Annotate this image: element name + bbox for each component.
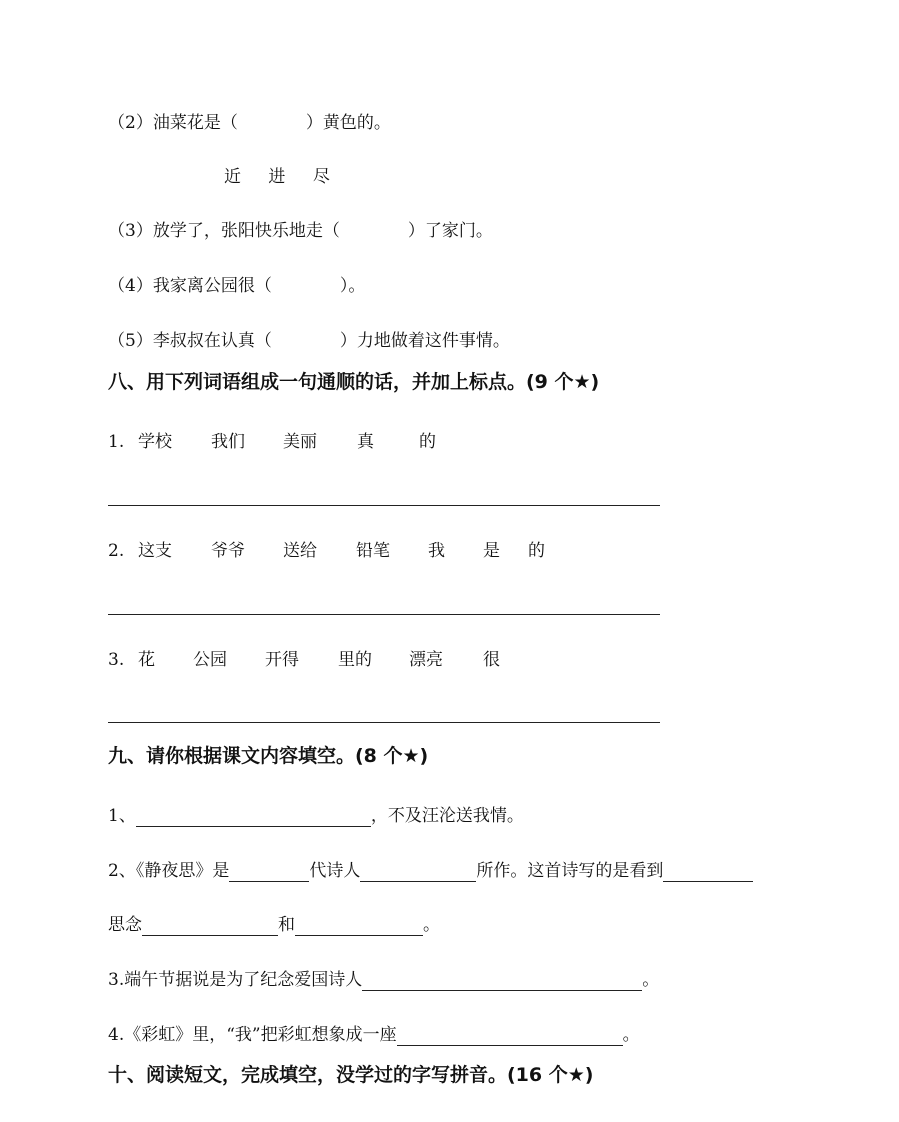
word: 我们 — [211, 432, 245, 452]
question-9-3: 3.端午节据说是为了纪念爱国诗人 。 — [108, 970, 660, 990]
word: 的 — [528, 541, 545, 561]
choice-word: 近 — [224, 167, 241, 187]
sentence-words-1 — [108, 431, 436, 453]
answer-line-1[interactable] — [108, 505, 660, 506]
fill-blank[interactable] — [360, 863, 476, 882]
word: 里的 — [338, 650, 372, 670]
word: 开得 — [265, 650, 299, 670]
word: 漂亮 — [409, 650, 443, 670]
word: 送给 — [283, 541, 317, 561]
fill-blank[interactable] — [295, 917, 423, 936]
word: 美丽 — [283, 432, 317, 452]
word: 很 — [483, 650, 500, 670]
sentence-words-2 — [108, 540, 545, 562]
question-9-1: 1、 ，不及汪沦送我情。 — [108, 806, 524, 826]
word: 铅笔 — [356, 541, 390, 561]
word: 的 — [419, 432, 436, 452]
question-9-4: 4.《彩虹》里，“我”把彩虹想象成一座 。 — [108, 1025, 640, 1045]
section-10-title: 十、阅读短文，完成填空，没学过的字写拼音。(16 个★) — [108, 1064, 594, 1086]
word: 我 — [428, 541, 445, 561]
fill-blank[interactable] — [397, 1027, 623, 1046]
fill-blank[interactable] — [362, 972, 642, 991]
item-number: 2. — [108, 541, 125, 561]
fill-blank[interactable] — [142, 917, 278, 936]
question-7-2: （2）油菜花是（ ）黄色的。 — [108, 113, 391, 133]
question-7-3: （3）放学了，张阳快乐地走（ ）了家门。 — [108, 221, 493, 241]
word: 花 — [138, 650, 155, 670]
word: 这支 — [138, 541, 172, 561]
word-choices — [224, 166, 352, 188]
fill-blank[interactable] — [229, 863, 309, 882]
word: 爷爷 — [211, 541, 245, 561]
word: 真 — [357, 432, 374, 452]
sentence-words-3 — [108, 649, 500, 671]
item-number: 1. — [108, 432, 125, 452]
word: 公园 — [193, 650, 227, 670]
question-9-2: 2、《静夜思》是 代诗人 所作。这首诗写的是看到 — [108, 860, 753, 882]
word: 学校 — [138, 432, 172, 452]
section-8-title: 八、用下列词语组成一句通顺的话，并加上标点。(9 个★) — [108, 371, 600, 393]
answer-line-2[interactable] — [108, 614, 660, 615]
fill-blank[interactable] — [663, 863, 753, 882]
question-7-5: （5）李叔叔在认真（ ）力地做着这件事情。 — [108, 331, 510, 351]
word: 是 — [483, 541, 500, 561]
choice-word: 尽 — [312, 167, 330, 187]
fill-blank[interactable] — [136, 808, 371, 827]
choice-word: 进 — [268, 167, 286, 187]
item-number: 3. — [108, 650, 125, 670]
question-9-2-continued: 思念 和 。 — [108, 915, 440, 935]
answer-line-3[interactable] — [108, 722, 660, 723]
question-7-4: （4）我家离公园很（ ）。 — [108, 276, 366, 296]
section-9-title: 九、请你根据课文内容填空。(8 个★) — [108, 745, 429, 767]
